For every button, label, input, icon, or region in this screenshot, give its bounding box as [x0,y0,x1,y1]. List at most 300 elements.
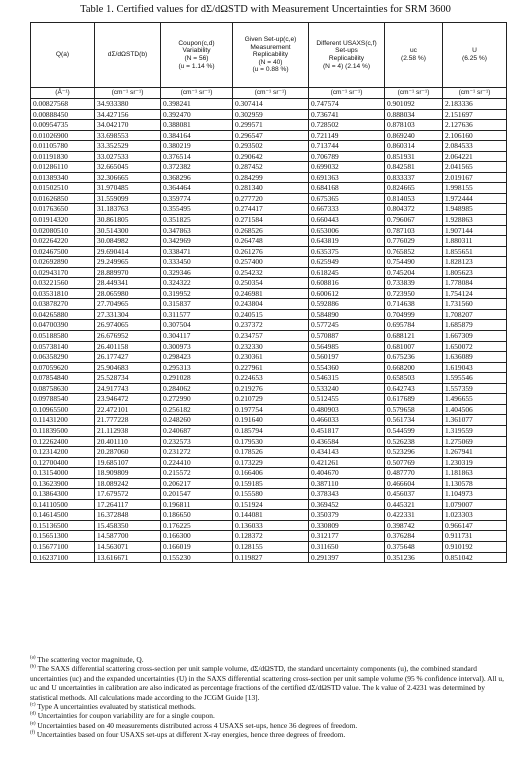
table-row [31,552,507,563]
table-cell: 23.946472 [95,394,161,405]
table-cell: 0.351236 [385,552,443,563]
table-cell: 1.708207 [443,309,507,320]
table-cell: 0.186650 [161,510,233,521]
table-cell: 1.907144 [443,225,507,236]
table-cell: 0.02692890 [31,257,95,268]
footnote [30,702,508,711]
table-cell: 26.177427 [95,352,161,363]
footnotes [30,655,508,740]
table-cell: 0.910192 [443,541,507,552]
table-row [31,541,507,552]
table-cell: 0.185794 [233,425,309,436]
table-row [31,478,507,489]
table-cell: 0.387110 [309,478,385,489]
table-cell: 0.796067 [385,215,443,226]
table-cell: 1.267941 [443,447,507,458]
table-cell: 34.042170 [95,120,161,131]
table-cell: 0.287452 [233,162,309,173]
table-cell: 2.064221 [443,151,507,162]
table-cell: 33.027533 [95,151,161,162]
table-cell: 17.679572 [95,489,161,500]
table-cell: 13.616671 [95,552,161,563]
table-cell: 0.144081 [233,510,309,521]
table-cell: 0.600612 [309,288,385,299]
table-row [31,257,507,268]
table-row [31,436,507,447]
table-cell: 0.372382 [161,162,233,173]
table-cell: 0.227961 [233,362,309,373]
table-cell: 0.16237100 [31,552,95,563]
table-cell: 30.861805 [95,215,161,226]
table-cell: 0.12314200 [31,447,95,458]
table-cell: 26.974065 [95,320,161,331]
table-row [31,309,507,320]
table-cell: 0.05738140 [31,341,95,352]
table-cell: 1.275069 [443,436,507,447]
table-cell: 0.272990 [161,394,233,405]
table-cell: 18.909809 [95,468,161,479]
column-header-line: Measurement [250,43,291,51]
table-cell: 1.496655 [443,394,507,405]
table-cell: 0.13864300 [31,489,95,500]
table-cell: 0.364464 [161,183,233,194]
unit-cell: (cm⁻¹ sr⁻¹) [95,88,161,99]
table-cell: 0.307414 [233,99,309,110]
table-row [31,457,507,468]
table-row [31,246,507,257]
table-cell: 0.300973 [161,341,233,352]
table-cell: 0.592886 [309,299,385,310]
table-cell: 0.398241 [161,99,233,110]
table-cell: 0.00954735 [31,120,95,131]
table-cell: 0.284062 [161,383,233,394]
column-header [161,23,233,88]
table-row [31,447,507,458]
table-cell: 29.249965 [95,257,161,268]
table-row [31,183,507,194]
table-cell: 30.514300 [95,225,161,236]
column-header-line: U [472,47,477,55]
table-cell: 0.878103 [385,120,443,131]
table-cell: 0.736741 [309,109,385,120]
footnote-text: The scattering vector magnitude, Q. [37,655,144,664]
unit-cell: (Å⁻¹) [31,88,95,99]
table-cell: 16.372848 [95,510,161,521]
table-cell: 0.14110500 [31,499,95,510]
table-cell: 0.319952 [161,288,233,299]
column-header-line: (N = 40) [258,58,283,66]
table-cell: 0.392470 [161,109,233,120]
table-cell: 0.723950 [385,288,443,299]
table-cell: 0.635375 [309,246,385,257]
table-cell: 0.299571 [233,120,309,131]
table-cell: 0.234757 [233,331,309,342]
column-header [309,23,385,88]
table-cell: 0.231272 [161,447,233,458]
table-cell: 0.295313 [161,362,233,373]
unit-cell: (cm⁻¹ sr⁻¹) [233,88,309,99]
table-cell: 0.07854840 [31,373,95,384]
table-cell: 0.268526 [233,225,309,236]
table-cell: 1.685879 [443,320,507,331]
table-row [31,299,507,310]
table-row [31,215,507,226]
column-header-line: (u = 1.14 %) [178,62,215,70]
table-cell: 0.179530 [233,436,309,447]
table-cell: 0.714638 [385,299,443,310]
table-cell: 1.181863 [443,468,507,479]
table-cell: 0.07059620 [31,362,95,373]
table-cell: 0.13623900 [31,478,95,489]
table-cell: 0.00888450 [31,109,95,120]
table-cell: 0.240515 [233,309,309,320]
table-cell: 0.546315 [309,373,385,384]
table-cell: 2.183336 [443,99,507,110]
table-cell: 0.201547 [161,489,233,500]
table-cell: 21.777228 [95,415,161,426]
table-cell: 1.230319 [443,457,507,468]
table-row [31,425,507,436]
table-cell: 0.754490 [385,257,443,268]
table-row [31,373,507,384]
column-header-line: Given Set-up(c,e) [244,36,297,44]
table-cell: 20.287060 [95,447,161,458]
table-cell: 1.828123 [443,257,507,268]
column-header-line: (u = 0.88 %) [252,66,289,74]
table-cell: 0.355495 [161,204,233,215]
table-row [31,520,507,531]
table-cell: 0.155580 [233,489,309,500]
table-cell: 0.675365 [309,193,385,204]
column-header-line: Set-ups [335,47,358,55]
table-cell: 0.776029 [385,236,443,247]
table-cell: 0.324322 [161,278,233,289]
table-cell: 0.404670 [309,468,385,479]
table-cell: 0.08758630 [31,383,95,394]
table-cell: 0.814053 [385,193,443,204]
column-header-line: Q(a) [55,51,70,59]
table-cell: 0.119827 [233,552,309,563]
table-cell: 0.675236 [385,352,443,363]
table-cell: 31.970485 [95,183,161,194]
table-cell: 0.860314 [385,141,443,152]
column-header-line: Different USAXS(c,f) [316,39,377,47]
table-cell: 2.019167 [443,172,507,183]
table-cell: 0.15677100 [31,541,95,552]
table-row [31,225,507,236]
table-cell: 0.230361 [233,352,309,363]
table-cell: 27.704965 [95,299,161,310]
table-cell: 0.338471 [161,246,233,257]
table-cell: 0.668200 [385,362,443,373]
table-row [31,267,507,278]
table-row [31,404,507,415]
table-cell: 0.804372 [385,204,443,215]
table-cell: 0.384164 [161,130,233,141]
table-cell: 0.713744 [309,141,385,152]
table-row [31,468,507,479]
table-cell: 0.688121 [385,331,443,342]
footnote-text: Uncertainties based on four USAXS set-ups at different X-ray energies, hence three degrees of freedom. [36,730,346,740]
table-cell: 0.480903 [309,404,385,415]
table-cell: 0.176225 [161,520,233,531]
table-cell: 17.264117 [95,499,161,510]
table-cell: 0.232330 [233,341,309,352]
table-cell: 0.14614500 [31,510,95,521]
table-cell: 0.307504 [161,320,233,331]
table-cell: 1.023303 [443,510,507,521]
table-cell: 0.704999 [385,309,443,320]
table-cell: 1.650072 [443,341,507,352]
table-row [31,193,507,204]
table-cell: 0.05188580 [31,331,95,342]
table-cell: 0.765852 [385,246,443,257]
table-cell: 32.306665 [95,172,161,183]
table-caption: Table 1. Certified values for dΣ/dΩSTD with Measurement Uncertainties for SRM 3600 [80,4,451,15]
footnote-mark: (d) [30,711,36,717]
table-cell: 0.197754 [233,404,309,415]
table-cell: 0.745204 [385,267,443,278]
table-cell: 0.577245 [309,320,385,331]
table-cell: 0.721149 [309,130,385,141]
table-cell: 0.376514 [161,151,233,162]
table-cell: 1.667309 [443,331,507,342]
table-cell: 0.691363 [309,172,385,183]
table-cell: 2.041565 [443,162,507,173]
table-cell: 0.232573 [161,436,233,447]
table-cell: 0.329346 [161,267,233,278]
column-header-line: (N = 56) [184,55,209,62]
table-cell: 25.904683 [95,362,161,373]
table-cell: 0.256182 [161,404,233,415]
table-cell: 0.02264220 [31,236,95,247]
table-cell: 0.291028 [161,373,233,384]
table-cell: 0.166019 [161,541,233,552]
unit-cell: (cm⁻¹ sr⁻¹) [385,88,443,99]
table-cell: 1.130578 [443,478,507,489]
table-cell: 0.359774 [161,193,233,204]
table-cell: 25.528734 [95,373,161,384]
table-cell: 2.106160 [443,130,507,141]
table-cell: 0.257400 [233,257,309,268]
table-cell: 0.291397 [309,552,385,563]
table-row [31,130,507,141]
table-row [31,362,507,373]
table-cell: 0.155230 [161,552,233,563]
table-cell: 0.699032 [309,162,385,173]
table-cell: 0.293502 [233,141,309,152]
table-cell: 28.065980 [95,288,161,299]
table-cell: 0.219276 [233,383,309,394]
table-row [31,415,507,426]
table-cell: 33.352529 [95,141,161,152]
table-cell: 0.388081 [161,120,233,131]
table-row [31,394,507,405]
table-cell: 0.246981 [233,288,309,299]
table-cell: 0.375648 [385,541,443,552]
table-cell: 29.690414 [95,246,161,257]
table-row [31,172,507,183]
table-cell: 32.665045 [95,162,161,173]
table-cell: 1.998155 [443,183,507,194]
table-cell: 1.948985 [443,204,507,215]
table-cell: 0.643819 [309,236,385,247]
table-cell: 0.159185 [233,478,309,489]
table-row [31,99,507,110]
table-cell: 0.206217 [161,478,233,489]
table-cell: 1.079007 [443,499,507,510]
table-cell: 0.03531810 [31,288,95,299]
table-cell: 0.507769 [385,457,443,468]
column-header-line: (2.58 %) [401,55,426,62]
table-row [31,531,507,542]
table-cell: 0.11839500 [31,425,95,436]
table-cell: 0.706789 [309,151,385,162]
table-cell: 0.01914320 [31,215,95,226]
table-cell: 27.331304 [95,309,161,320]
table-cell: 0.445321 [385,499,443,510]
table-cell: 0.281340 [233,183,309,194]
table-cell: 0.12700400 [31,457,95,468]
table-cell: 0.15651300 [31,531,95,542]
table-cell: 0.277720 [233,193,309,204]
table-cell: 0.00827568 [31,99,95,110]
table-cell: 0.342969 [161,236,233,247]
table-cell: 0.01026900 [31,130,95,141]
table-cell: 0.173229 [233,457,309,468]
table-cell: 0.350379 [309,510,385,521]
table-cell: 0.451817 [309,425,385,436]
table-cell: 0.526238 [385,436,443,447]
table-cell: 0.421261 [309,457,385,468]
table-cell: 1.104973 [443,489,507,500]
table-cell: 34.933380 [95,99,161,110]
column-header-line: Replicability [328,55,365,62]
table-cell: 1.595546 [443,373,507,384]
table-cell: 31.559099 [95,193,161,204]
table-cell: 0.642743 [385,383,443,394]
table-cell: 0.296547 [233,130,309,141]
table-row [31,489,507,500]
table-cell: 0.888034 [385,109,443,120]
table-cell: 0.851931 [385,151,443,162]
table-cell: 0.658503 [385,373,443,384]
table-row [31,236,507,247]
table-cell: 2.127636 [443,120,507,131]
table-cell: 26.676952 [95,331,161,342]
table-cell: 0.12262400 [31,436,95,447]
footnote [30,664,508,702]
table-cell: 0.378343 [309,489,385,500]
table-cell: 0.911731 [443,531,507,542]
table-cell: 28.449341 [95,278,161,289]
table-cell: 0.398742 [385,520,443,531]
table-cell: 14.563071 [95,541,161,552]
table-cell: 0.869240 [385,130,443,141]
table-cell: 1.731560 [443,299,507,310]
table-cell: 0.01389340 [31,172,95,183]
table-row [31,320,507,331]
table-cell: 0.351825 [161,215,233,226]
unit-cell: (cm⁻¹ sr⁻¹) [161,88,233,99]
table-cell: 1.880311 [443,236,507,247]
table-row [31,162,507,173]
table-cell: 0.01502510 [31,183,95,194]
table-row [31,120,507,131]
table-cell: 20.401110 [95,436,161,447]
table-cell: 0.254232 [233,267,309,278]
unit-cell: (cm⁻¹ sr⁻¹) [309,88,385,99]
table-cell: 0.584890 [309,309,385,320]
table-cell: 0.311650 [309,541,385,552]
table-cell: 0.901092 [385,99,443,110]
table-cell: 0.215572 [161,468,233,479]
table-cell: 0.302959 [233,109,309,120]
table-cell: 0.196811 [161,499,233,510]
table-cell: 0.456037 [385,489,443,500]
table-cell: 33.698553 [95,130,161,141]
table-cell: 0.347863 [161,225,233,236]
table-cell: 0.560197 [309,352,385,363]
table-cell: 0.684168 [309,183,385,194]
table-row [31,204,507,215]
column-header-line: (6.25 %) [462,55,487,62]
table-cell: 0.136033 [233,520,309,531]
table-cell: 0.512455 [309,394,385,405]
table-cell: 0.368296 [161,172,233,183]
column-header-line: dΣ/dΩSTD(b) [107,51,148,59]
table-cell: 1.928863 [443,215,507,226]
footnote-text: Uncertainties for coupon variability are for a single coupon. [37,711,215,721]
table-cell: 0.695784 [385,320,443,331]
table-cell: 15.458350 [95,520,161,531]
table-cell: 0.264748 [233,236,309,247]
column-header [385,23,443,88]
table-cell: 0.10965500 [31,404,95,415]
table-row [31,141,507,152]
table-cell: 0.290642 [233,151,309,162]
table-cell: 0.466033 [309,415,385,426]
table-cell: 0.434143 [309,447,385,458]
column-header [95,23,161,88]
column-header-line: Replicability [252,51,289,59]
table-cell: 1.404506 [443,404,507,415]
table-cell: 21.112938 [95,425,161,436]
table-cell: 0.15136500 [31,520,95,531]
table-cell: 0.210729 [233,394,309,405]
table-cell: 0.02467500 [31,246,95,257]
table-cell: 0.660443 [309,215,385,226]
table-cell: 0.667333 [309,204,385,215]
table-cell: 0.570887 [309,331,385,342]
table-cell: 0.466604 [385,478,443,489]
table-cell: 22.472101 [95,404,161,415]
table-cell: 0.240687 [161,425,233,436]
table-cell: 0.224653 [233,373,309,384]
table-row [31,109,507,120]
table-cell: 0.237372 [233,320,309,331]
table-cell: 0.224410 [161,457,233,468]
certified-values-table [30,22,507,563]
table-cell: 0.554360 [309,362,385,373]
column-header [233,23,309,88]
table-cell: 0.01626850 [31,193,95,204]
table-cell: 0.304117 [161,331,233,342]
table-cell: 0.833337 [385,172,443,183]
table-cell: 0.03878270 [31,299,95,310]
table-cell: 0.01763650 [31,204,95,215]
table-row [31,331,507,342]
